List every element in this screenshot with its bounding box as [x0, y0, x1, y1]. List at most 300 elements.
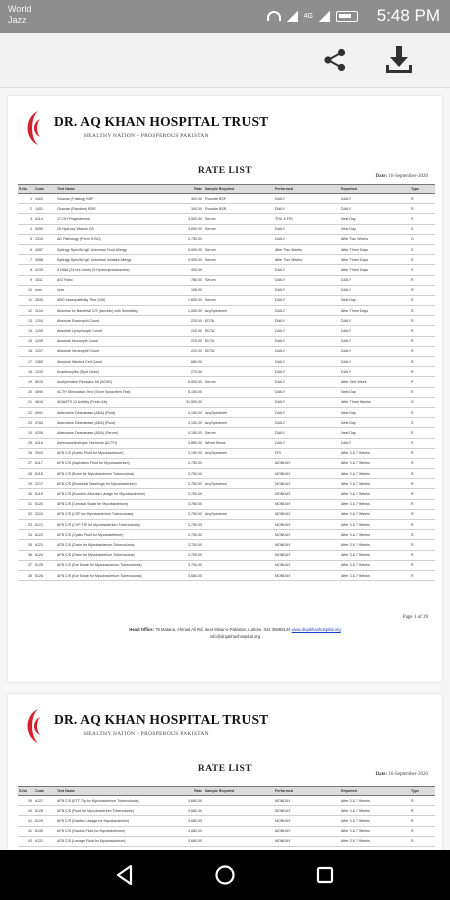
table-row — [18, 234, 435, 244]
sno-cell: 2 — [18, 204, 34, 214]
status-bar — [0, 0, 450, 33]
test-name-cell: Absolute Neutrophil Count — [56, 346, 176, 356]
test-name-cell: AFB C/S (Drain for Mycobacterium Tuberculosis) — [56, 540, 176, 550]
test-name-cell: AFB C/S (Lavage Fluid for Mycobacterium) — [56, 836, 176, 846]
sno-cell: 33 — [18, 520, 34, 530]
column-header-type: Type — [410, 787, 435, 796]
reported-cell: After 3 & 7 Weeks — [340, 816, 410, 826]
type-cell: P — [410, 377, 435, 387]
test-name-cell: Acetylcholine Receptor Ab (AChR) — [56, 377, 176, 387]
rate-cell: 4,150.00 — [176, 407, 204, 417]
test-name-cell: Adenosine Deaminase (ADA) (Serum) — [56, 428, 176, 438]
table-header-row — [18, 185, 435, 194]
table-row — [18, 418, 435, 428]
performed-cell: After Two Weeks — [274, 244, 340, 254]
test-name-cell: Absolute Lymphocyte Count — [56, 326, 176, 336]
reported-cell: Next Day — [340, 428, 410, 438]
reported-cell: Next Day — [340, 224, 410, 234]
sample-cell: EDTA — [204, 326, 274, 336]
rate-cell: 3,750.00 — [176, 489, 204, 499]
sample-cell — [204, 469, 274, 479]
status-time: 5:48 PM — [376, 6, 440, 25]
sample-cell: Serum — [204, 255, 274, 265]
code-cell: 6131 — [34, 836, 56, 846]
sno-cell: 21 — [18, 397, 34, 407]
performed-cell: MONDAY — [274, 570, 340, 580]
test-name-cell: Absolute Weotrul Cell Count — [56, 357, 176, 367]
rate-cell: 3,650.00 — [176, 224, 204, 234]
reported-cell: After Three Days — [340, 244, 410, 254]
performed-cell: MONDAY — [274, 520, 340, 530]
table-row — [18, 306, 435, 316]
table-row — [18, 367, 435, 377]
test-name-cell: AFB C/S (Cervical Swab for Mycobacterium) — [56, 499, 176, 509]
rate-cell: 195.00 — [176, 285, 204, 295]
sno-cell: 11 — [18, 295, 34, 305]
table-row — [18, 509, 435, 519]
table-row — [18, 214, 435, 224]
download-button[interactable] — [382, 43, 416, 77]
column-header-test-name: Test Name — [56, 787, 176, 796]
table-row — [18, 550, 435, 560]
sno-cell: 31 — [18, 499, 34, 509]
test-name-cell: AFB C/S (Broncho Alveolar Lavage for Mycobacterium) — [56, 489, 176, 499]
table-row — [18, 469, 435, 479]
date-value: 16-September-2020 — [388, 772, 428, 777]
rate-cell: 8,500.00 — [176, 377, 204, 387]
reported-cell: After 3 & 7 Weeks — [340, 826, 410, 836]
performed-cell: MONDAY — [274, 836, 340, 846]
sno-cell: 23 — [18, 418, 34, 428]
sno-cell: 18 — [18, 367, 34, 377]
code-cell: 1206 — [34, 336, 56, 346]
document-title: RATE LIST — [197, 166, 253, 176]
sample-cell: Serum — [204, 214, 274, 224]
code-cell: 6128 — [34, 806, 56, 816]
rate-cell: 3,750.00 — [176, 479, 204, 489]
rate-cell: 3,850.00 — [176, 438, 204, 448]
reported-cell: After Three Weeks — [340, 397, 410, 407]
code-cell: 4087 — [34, 244, 56, 254]
code-cell: 1402 — [34, 194, 56, 204]
sno-cell: 12 — [18, 306, 34, 316]
type-cell: R — [410, 796, 435, 806]
sample-cell: EDTA — [204, 336, 274, 346]
performed-cell: DAILY — [274, 275, 340, 285]
performed-cell: DAILY — [274, 265, 340, 275]
hospital-logo-icon — [22, 706, 44, 746]
reported-cell: After 3 & 7 Weeks — [340, 479, 410, 489]
sample-cell — [204, 806, 274, 816]
reported-cell: After 3 & 7 Weeks — [340, 489, 410, 499]
type-cell: S — [410, 244, 435, 254]
table-row — [18, 428, 435, 438]
code-cell: 1205 — [34, 326, 56, 336]
sno-cell: 29 — [18, 479, 34, 489]
sno-cell: 6 — [18, 244, 34, 254]
type-cell: R — [410, 509, 435, 519]
table-row — [18, 836, 435, 846]
code-cell: 6122 — [34, 530, 56, 540]
test-name-cell: ABO Incompatibility Titre (IVA) — [56, 295, 176, 305]
code-cell: 2003 — [34, 448, 56, 458]
type-cell: R — [410, 316, 435, 326]
sample-cell: Serum — [204, 275, 274, 285]
status-icons — [267, 9, 358, 23]
sample-cell — [204, 540, 274, 550]
performed-cell: MONDAY — [274, 816, 340, 826]
type-cell: S — [410, 265, 435, 275]
table-row — [18, 275, 435, 285]
performed-cell: MONDAY — [274, 560, 340, 570]
sno-cell: 9 — [18, 275, 34, 285]
type-cell: S — [410, 387, 435, 397]
rate-cell: 2,750.00 — [176, 234, 204, 244]
reported-cell: Next Day — [340, 214, 410, 224]
type-cell: R — [410, 826, 435, 836]
type-cell: R — [410, 560, 435, 570]
rate-cell: 3,750.00 — [176, 469, 204, 479]
type-cell: S — [410, 214, 435, 224]
code-cell: 1401 — [34, 204, 56, 214]
rate-cell: 3,750.00 — [176, 509, 204, 519]
type-cell: R — [410, 836, 435, 846]
code-cell: 6120 — [34, 499, 56, 509]
table-row — [18, 520, 435, 530]
sno-cell: 42 — [18, 826, 34, 836]
rate-cell: 3,680.00 — [176, 806, 204, 816]
sno-cell: 17 — [18, 357, 34, 367]
footer-label: Head Office: — [129, 627, 154, 632]
battery-icon — [336, 11, 358, 22]
type-cell: R — [410, 326, 435, 336]
test-name-cell: Syllergy Specific IgE Universal Inhalant Allergy — [56, 255, 176, 265]
page-footer — [58, 626, 412, 640]
sample-cell: Flouride BSF — [204, 194, 274, 204]
code-cell: 2310 — [34, 234, 56, 244]
sno-cell: 16 — [18, 346, 34, 356]
rate-cell: 300.00 — [176, 194, 204, 204]
column-header-sample: Sample Required — [204, 185, 274, 194]
code-cell: 4784 — [34, 418, 56, 428]
table-row — [18, 295, 435, 305]
table-row — [18, 336, 435, 346]
performed-cell: DAILY — [274, 316, 340, 326]
date-label: Date: — [375, 174, 388, 179]
code-cell: 4088 — [34, 255, 56, 265]
reported-cell: After Three Days — [340, 306, 410, 316]
sample-cell — [204, 285, 274, 295]
test-name-cell: AFB C/S (Ear Swab for Mycobacterium Tuberculosis) — [56, 570, 176, 580]
performed-cell: DAILY — [274, 306, 340, 316]
reported-cell: DAILY — [340, 204, 410, 214]
reported-cell: After 3 & 7 Weeks — [340, 560, 410, 570]
sample-cell: AnySpecimen — [204, 448, 274, 458]
table-row — [18, 458, 435, 468]
sample-cell: AnySpecimen — [204, 418, 274, 428]
type-cell: R — [410, 367, 435, 377]
rate-cell: 4,150.00 — [176, 418, 204, 428]
rate-cell: 3,750.00 — [176, 458, 204, 468]
test-name-cell: Acanthocytes (Spot Urine) — [56, 367, 176, 377]
rate-cell: 220.00 — [176, 346, 204, 356]
rate-cell: 9,900.00 — [176, 244, 204, 254]
performed-cell: DAILY — [274, 428, 340, 438]
reported-cell: DAILY — [340, 275, 410, 285]
sno-cell: 14 — [18, 326, 34, 336]
code-cell: 6117 — [34, 458, 56, 468]
type-cell: R — [410, 806, 435, 816]
sample-cell — [204, 530, 274, 540]
table-row — [18, 826, 435, 836]
code-cell: 4616 — [34, 397, 56, 407]
column-header-sno: S.No — [18, 185, 34, 194]
sno-cell: 10 — [18, 285, 34, 295]
footer-website-link[interactable]: www.drqakhanhospital.org — [291, 627, 341, 632]
rate-cell: 3,750.00 — [176, 550, 204, 560]
test-name-cell: AFB C/S (Bronchial Washings for Mycobacterium) — [56, 479, 176, 489]
signal-icon — [287, 11, 298, 22]
test-name-cell: AFB C/S (Fluid for Mycobacterium Tuberculosis) — [56, 806, 176, 816]
sno-cell: 3 — [18, 214, 34, 224]
sno-cell: 25 — [18, 438, 34, 448]
table-row — [18, 326, 435, 336]
code-cell: 6119 — [34, 489, 56, 499]
table-row — [18, 244, 435, 254]
performed-cell: DAILY — [274, 346, 340, 356]
type-cell: R — [410, 285, 435, 295]
table-row — [18, 285, 435, 295]
type-cell: R — [410, 550, 435, 560]
reported-cell: Next Day — [340, 407, 410, 417]
performed-cell: DAILY — [274, 418, 340, 428]
type-cell: O — [410, 234, 435, 244]
sample-cell — [204, 357, 274, 367]
test-name-cell: Abscess for Bacterial C/S (Aerobic) with Sensitivity — [56, 306, 176, 316]
table-row — [18, 530, 435, 540]
rate-cell: 400.00 — [176, 265, 204, 275]
test-name-cell: xxxx — [56, 285, 176, 295]
reported-cell: After 3 & 7 Weeks — [340, 836, 410, 846]
sample-cell: Serum — [204, 244, 274, 254]
code-cell: 1360 — [34, 357, 56, 367]
reported-cell: After 3 & 7 Weeks — [340, 448, 410, 458]
org-tagline: HEALTHY NATION - PROSPEROUS PAKISTAN — [84, 731, 209, 737]
app-toolbar — [0, 33, 450, 88]
performed-cell: MONDAY — [274, 550, 340, 560]
sno-cell: 22 — [18, 407, 34, 417]
code-cell: 6124 — [34, 550, 56, 560]
reported-cell: DAILY — [340, 357, 410, 367]
footer-email: info@drqakhanhospital.org — [209, 634, 261, 639]
code-cell: 4206 — [34, 428, 56, 438]
hospital-logo-icon — [22, 108, 44, 148]
test-name-cell: Syllergy Specific IgE Universal Food Allergy — [56, 244, 176, 254]
type-cell: R — [410, 306, 435, 316]
share-button[interactable] — [318, 43, 352, 77]
code-cell: 4114 — [34, 214, 56, 224]
test-name-cell: Absolute Eosinophil Count — [56, 316, 176, 326]
code-cell: 1207 — [34, 346, 56, 356]
home-button[interactable] — [213, 863, 237, 887]
test-name-cell: Adenosine Deaminase (ADA) (Fluid) — [56, 418, 176, 428]
test-name-cell: 5 HIAA (24 hrs Urine) (5 Hydroxyindoleacetic) — [56, 265, 176, 275]
code-cell: 2830 — [34, 295, 56, 305]
performed-cell: DAILY — [274, 234, 340, 244]
rate-cell: 31,500.00 — [176, 397, 204, 407]
table-row — [18, 265, 435, 275]
table-row — [18, 489, 435, 499]
performed-cell: After Two Weeks — [274, 255, 340, 265]
rate-cell: 3,500.00 — [176, 214, 204, 224]
type-cell: R — [410, 489, 435, 499]
test-name-cell: AFB C/S (CVP TIP for Mycobacterium Tuberculosis) — [56, 520, 176, 530]
sno-cell: 43 — [18, 836, 34, 846]
code-cell: 6123 — [34, 540, 56, 550]
code-cell: 4090 — [34, 387, 56, 397]
table-row — [18, 387, 435, 397]
network-type-label: 4G — [303, 12, 313, 20]
performed-cell: DAILY — [274, 336, 340, 346]
reported-cell: After 3 & 7 Weeks — [340, 796, 410, 806]
table-row — [18, 560, 435, 570]
table-row — [18, 438, 435, 448]
sno-cell: 20 — [18, 387, 34, 397]
type-cell: R — [410, 336, 435, 346]
code-cell: 6125 — [34, 560, 56, 570]
table-row — [18, 255, 435, 265]
rate-cell: 3,680.00 — [176, 836, 204, 846]
performed-cell: THU & FRI — [274, 214, 340, 224]
performed-cell: MONDAY — [274, 540, 340, 550]
sample-cell — [204, 387, 274, 397]
sno-cell: 40 — [18, 806, 34, 816]
performed-cell: DAILY — [274, 407, 340, 417]
sno-cell: 8 — [18, 265, 34, 275]
performed-cell: DAILY — [274, 377, 340, 387]
back-button[interactable] — [113, 863, 137, 887]
code-cell: 1233 — [34, 367, 56, 377]
reported-cell: Next Day — [340, 418, 410, 428]
code-cell: 2217 — [34, 479, 56, 489]
code-cell: 6130 — [34, 826, 56, 836]
reported-cell: DAILY — [340, 336, 410, 346]
code-cell: 5015 — [34, 377, 56, 387]
sample-cell: AnySpecimen — [204, 306, 274, 316]
performed-cell: MONDAY — [274, 509, 340, 519]
type-cell: R — [410, 816, 435, 826]
home-icon — [214, 864, 236, 886]
share-icon — [322, 47, 348, 73]
sno-cell: 34 — [18, 530, 34, 540]
sample-cell — [204, 836, 274, 846]
type-cell: O — [410, 397, 435, 407]
table-row — [18, 479, 435, 489]
type-cell: R — [410, 540, 435, 550]
reported-cell: After 3 & 7 Weeks — [340, 540, 410, 550]
carrier-line-2: Jazz — [8, 15, 27, 25]
type-cell: R — [410, 469, 435, 479]
test-name-cell: AFB C/S (Aspiration Fluid for Mycobacterium) — [56, 458, 176, 468]
test-name-cell: A/G Ratio — [56, 275, 176, 285]
test-name-cell: AFB C/S (ETT Tip for Mycobacterium Tuberculosis) — [56, 796, 176, 806]
recents-button[interactable] — [313, 863, 337, 887]
column-header-reported: Reported — [340, 787, 410, 796]
sample-cell — [204, 458, 274, 468]
code-cell: 5050 — [34, 224, 56, 234]
rate-cell: 3,680.00 — [176, 826, 204, 836]
performed-cell: DAILY — [274, 326, 340, 336]
type-cell: R — [410, 520, 435, 530]
sample-cell: EDTA — [204, 346, 274, 356]
reported-cell: DAILY — [340, 285, 410, 295]
reported-cell: After 3 & 7 Weeks — [340, 458, 410, 468]
reported-cell: After 3 & 7 Weeks — [340, 806, 410, 816]
org-tagline: HEALTHY NATION - PROSPEROUS PAKISTAN — [84, 133, 209, 139]
test-name-cell: AFB C/S (Cystic Fluid for Mycobacterium) — [56, 530, 176, 540]
document-date — [375, 174, 428, 179]
rate-cell: 780.00 — [176, 275, 204, 285]
document-date — [375, 772, 428, 777]
sno-cell: 35 — [18, 540, 34, 550]
table-row — [18, 204, 435, 214]
reported-cell: After 3 & 7 Weeks — [340, 550, 410, 560]
rate-cell: 3,680.00 — [176, 796, 204, 806]
sample-cell: Serum — [204, 377, 274, 387]
sno-cell: 19 — [18, 377, 34, 387]
pdf-viewer[interactable] — [0, 88, 450, 850]
sample-cell — [204, 520, 274, 530]
reported-cell: Next Day — [340, 295, 410, 305]
performed-cell: DAILY — [274, 357, 340, 367]
column-header-performed: Performed — [274, 787, 340, 796]
sno-cell: 41 — [18, 816, 34, 826]
date-value: 16-September-2020 — [388, 174, 428, 179]
sno-cell: 4 — [18, 224, 34, 234]
sno-cell: 39 — [18, 796, 34, 806]
type-cell: R — [410, 275, 435, 285]
recents-icon — [315, 865, 335, 885]
type-cell: R — [410, 530, 435, 540]
performed-cell: DAILY — [274, 224, 340, 234]
code-cell: 6126 — [34, 570, 56, 580]
table-row — [18, 357, 435, 367]
sno-cell: 1 — [18, 194, 34, 204]
sample-cell — [204, 826, 274, 836]
type-cell: S — [410, 428, 435, 438]
reported-cell: After 3 & 7 Weeks — [340, 469, 410, 479]
sno-cell: 27 — [18, 458, 34, 468]
sno-cell: 37 — [18, 560, 34, 570]
performed-cell: MONDAY — [274, 826, 340, 836]
test-name-cell: AFB C/S (Bone for Mycobacterium Tuberculosis) — [56, 469, 176, 479]
page-number: Page 1 of 39 — [402, 615, 428, 620]
performed-cell: DAILY — [274, 387, 340, 397]
table-row — [18, 540, 435, 550]
table-row — [18, 346, 435, 356]
reported-cell: DAILY — [340, 367, 410, 377]
sample-cell — [204, 265, 274, 275]
sample-cell — [204, 816, 274, 826]
sno-cell: 30 — [18, 489, 34, 499]
table-row — [18, 194, 435, 204]
rate-cell: 1,550.00 — [176, 306, 204, 316]
rate-cell: 3,750.00 — [176, 530, 204, 540]
sno-cell: 15 — [18, 336, 34, 346]
test-name-cell: AFB C/S (Acetic Fluid for Mycobacterium) — [56, 448, 176, 458]
code-cell: 1204 — [34, 316, 56, 326]
reported-cell: DAILY — [340, 326, 410, 336]
